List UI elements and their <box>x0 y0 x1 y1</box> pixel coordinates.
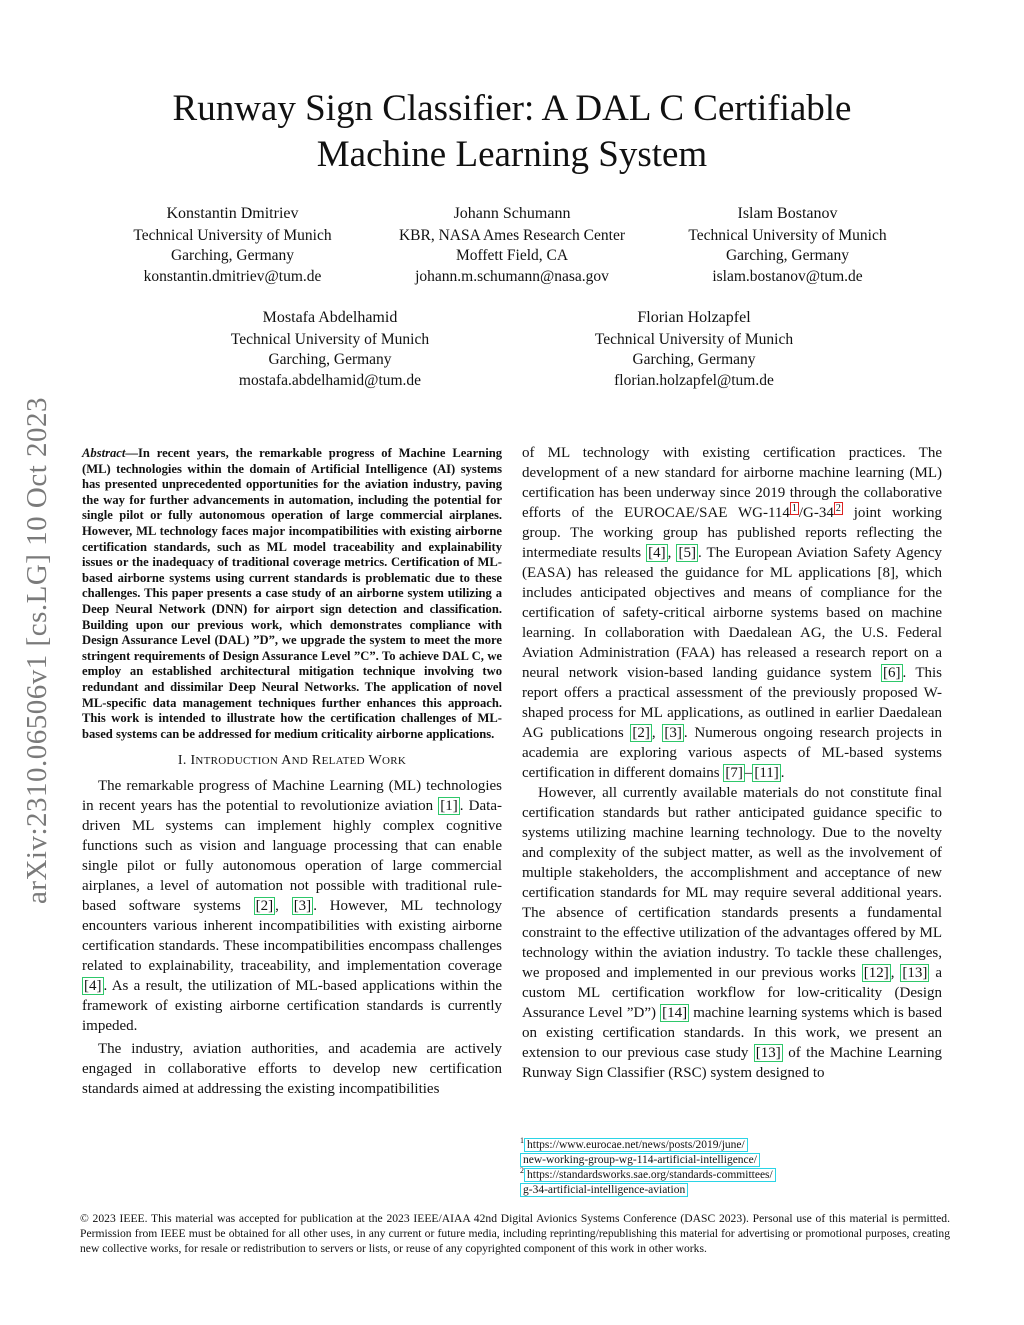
citation-link[interactable]: [12] <box>863 965 889 981</box>
abstract-label: Abstract <box>82 446 126 460</box>
intro-paragraph-2-continued: of ML technology with existing certification practices. The development of a new standard for airborne machine learning (ML) certification has been underway since 2019 through the collaborative efforts of the EUROCAE/SAE WG-114 $^1$ /G-34 $^2$ joint working group. The working group has published reports reflecting the intermediate results [4] , [5] . The European Aviation Safety Agency (EASA) has released the guidance for ML applications [8], which includes anticipated objectives and means of compliance for the certification of safety-critical airborne systems based on machine learning. In collaboration with Daedalean AG, the U.S. Federal Aviation Administration (FAA) has released a research report on a neural network vision-based landing guidance system [6] . This report offers a practical assessment of the previously proposed W-shaped process for ML applications, as outlined in earlier Daedalean AG publications [2] , [3] . Numerous ongoing research projects in academia are exploring various aspects of ML-based systems certification in different domains [7] – [11] . <box>522 445 943 781</box>
citation-link[interactable]: [1] <box>440 798 458 815</box>
author-block <box>565 308 823 391</box>
citation-link[interactable]: [13] <box>902 965 928 981</box>
title-line-1: Runway Sign Classifier: A DAL C Certifiable <box>172 88 852 129</box>
arxiv-identifier: arXiv:2310.06506v1 [cs.LG] 10 Oct 2023 <box>21 396 54 904</box>
citation-link[interactable]: [2] <box>632 725 650 741</box>
intro-paragraph-2: The industry, aviation authorities, and academia are actively engaged in collaborative efforts to develop new certification standards aimed at addressing the existing incompatibilities <box>82 1041 502 1098</box>
author-block <box>200 308 460 391</box>
copyright-notice: © 2023 IEEE. This material was accepted for publication at the 2023 IEEE/AIAA 42nd Digital Avionics Systems Conference (DASC 2023). Personal use of this material is permitted. Permission from IEEE must be obtained for all other uses, in any current or future media, including reprinting/republishing this material for advertising or promotional purposes, creating new collective works, for resale or redistribution to servers or lists, or reuse of any copyrighted component of this work in other works. <box>80 1212 950 1255</box>
citation-link[interactable]: [4] <box>648 545 666 561</box>
footnote-ref[interactable]: 1 <box>791 503 797 514</box>
author-affiliation: Technical University of Munich <box>230 330 430 348</box>
footnote-link[interactable]: new-working-group-wg-114-artificial-intelligence/ <box>520 1153 760 1167</box>
footnote-ref[interactable]: 2 <box>835 503 841 514</box>
citation-link[interactable]: [13] <box>755 1045 781 1061</box>
citation-link[interactable]: [14] <box>662 1005 688 1021</box>
citation-link[interactable]: [6] <box>883 665 901 681</box>
citation-link[interactable]: [7] <box>725 765 743 781</box>
author-affiliation: Technical University of Munich <box>133 226 332 244</box>
author-email[interactable]: islam.bostanov@tum.de <box>712 267 863 285</box>
author-name: Florian Holzapfel <box>637 309 751 326</box>
footnote-2: $^2$ https://standardsworks.sae.org/standards-committees/ <box>520 1168 944 1183</box>
intro-paragraph-1: The remarkable progress of Machine Learning (ML) technologies in recent years has the potential to revolutionize aviation [1] . Data-driven ML systems can implement highly complex cognitive functions such as vision and language processing that can enable single pilot or fully autonomous operation of large commercial airplanes, a level of automation not possible with traditional rule-based software systems [2] , [3] . However, ML technology encounters various inherent incompatibilities with existing airborne certification standards. These incompatibilities encompass challenges related to explainability, traceability, and implementation coverage [4] . As a result, the utilization of ML-based applications within the framework of existing airborne certification standards is currently impeded. <box>82 778 502 1035</box>
arxiv-sidebar <box>18 350 58 950</box>
author-name: Konstantin Dmitriev <box>166 205 299 222</box>
author-affiliation: Technical University of Munich <box>688 226 887 244</box>
author-location: Garching, Germany <box>268 351 392 368</box>
left-column <box>82 446 502 1099</box>
citation-link[interactable]: [3] <box>293 898 312 915</box>
citation-link[interactable]: [4] <box>84 978 102 995</box>
author-name: Mostafa Abdelhamid <box>262 309 398 326</box>
author-location: Moffett Field, CA <box>455 247 569 264</box>
paper-title <box>100 86 924 178</box>
author-email[interactable]: konstantin.dmitriev@tum.de <box>143 267 322 285</box>
footnote-1: $^1$ https://www.eurocae.net/news/posts/2019/june/ <box>520 1138 944 1153</box>
section-heading: I. INTRODUCTION AND RELATED WORK <box>177 753 407 769</box>
author-name: Johann Schumann <box>453 205 571 222</box>
right-column <box>522 443 942 1083</box>
author-affiliation: KBR, NASA Ames Research Center <box>398 226 625 244</box>
title-line-2: Machine Learning System <box>316 134 708 175</box>
author-affiliation: Technical University of Munich <box>594 330 794 348</box>
author-email[interactable]: mostafa.abdelhamid@tum.de <box>238 371 422 389</box>
author-block <box>377 204 647 287</box>
abstract-text: —In recent years, the remarkable progress of Machine Learning (ML) technologies within the domain of Artificial Intelligence (AI) systems has presented unprecedented opportunities for the aviation industry, paving the way for further advancements in automation, including the potential for single pilot or fully autonomous operation of large commercial airplanes. However, ML technology faces major incompatibilities with existing airborne certification standards, such as ML model traceability and explainability issues or the inadequacy of traditional coverage metrics. Certification of ML-based airborne systems using current standards is problematic due to these challenges. This paper presents a case study of an airborne system utilizing a Deep Neural Network (DNN) for airport sign detection and classification. Building upon our previous work, which demonstrates compliance with Design Assurance Level (DAL) ”D”, we upgrade the system to meet the more stringent requirements of Design Assurance Level ”C”. To achieve DAL C, we employ an established architectural mitigation technique involving two redundant and dissimilar Deep Neural Networks. The application of novel ML-specific data management techniques further enhances this approach. This work is intended to illustrate how the certification challenges of ML-based systems can be addressed for medium criticality airborne applications. <box>82 446 502 741</box>
footnote-link[interactable]: g-34-artificial-intelligence-aviation <box>520 1183 688 1197</box>
author-email[interactable]: johann.m.schumann@nasa.gov <box>415 267 609 285</box>
author-location: Garching, Germany <box>632 351 756 368</box>
author-block <box>660 204 915 287</box>
footnotes <box>520 1138 944 1198</box>
citation-link[interactable]: [11] <box>754 765 779 781</box>
citation-link[interactable]: [5] <box>678 545 696 561</box>
author-name: Islam Bostanov <box>737 205 838 222</box>
author-location: Garching, Germany <box>170 247 295 264</box>
author-email[interactable]: florian.holzapfel@tum.de <box>614 371 774 389</box>
author-location: Garching, Germany <box>725 247 850 264</box>
footnote-link[interactable]: https://standardsworks.sae.org/standards-committees/ <box>524 1168 776 1182</box>
citation-link[interactable]: [2] <box>255 898 274 915</box>
author-block <box>100 204 365 287</box>
abstract <box>82 446 502 742</box>
citation-link[interactable]: [3] <box>664 725 682 741</box>
intro-paragraph-3: However, all currently available materials do not constitute final certification standards but rather anticipated guidance specific to systems utilizing machine learning technology. Due to the novelty and complexity of the subject matter, as well as the involvement of multiple stakeholders, the accomplishment and acceptance of new certification standards for ML may require several additional years. The absence of certification standards presents a fundamental constraint to the effective utilization of the advantages offered by ML technology within the aviation industry. To tackle these challenges, we proposed and implemented in our previous works [12] , [13] a custom ML certification workflow for low-criticality (Design Assurance Level ”D”) [14] machine learning systems which is based on existing certification standards. In this work, we present an extension to our previous case study [13] of the Machine Learning Runway Sign Classifier (RSC) system designed to <box>522 785 943 1081</box>
footnote-link[interactable]: https://www.eurocae.net/news/posts/2019/june/ <box>524 1138 748 1152</box>
